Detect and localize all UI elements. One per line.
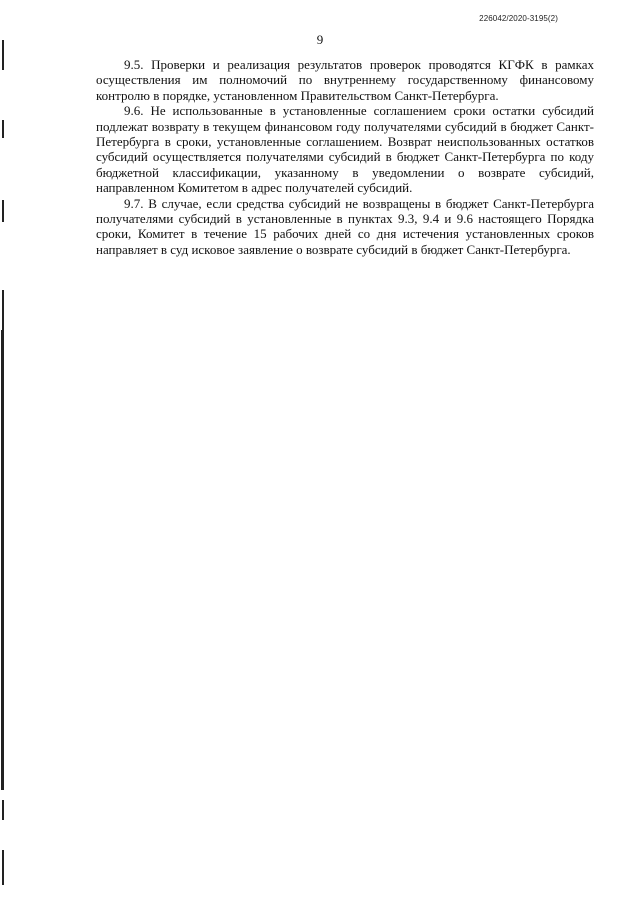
document-id: 226042/2020-3195(2) xyxy=(479,14,558,23)
paragraph-9-6: 9.6. Не использованные в установленные соглашением сроки остатки субсидий подлежат возврату в текущем финансовом году получателями субсидий в бюджет Санкт-Петербурга в сроки, установленные соглашением. Возврат неиспользованных остатков субсидий осуществляется получателями субсидий в бюджет Санкт-Петербурга по коду бюджетной классификации, указанному в уведомлении о возврате субсидий, направленном Комитетом в адрес получателей субсидий. xyxy=(96,103,594,196)
paragraph-9-5: 9.5. Проверки и реализация результатов проверок проводятся КГФК в рамках осуществления им полномочий по внутреннему государственному финансовому контролю в порядке, установленном Правительством Санкт-Петербурга. xyxy=(96,57,594,103)
scan-binding-edge xyxy=(0,0,8,905)
page-number: 9 xyxy=(316,32,324,47)
document-body xyxy=(96,57,594,257)
paragraph-9-7: 9.7. В случае, если средства субсидий не возвращены в бюджет Санкт-Петербурга получателями субсидий в установленные в пунктах 9.3, 9.4 и 9.6 настоящего Порядка сроки, Комитет в течение 15 рабочих дней со дня истечения установленных сроков направляет в суд исковое заявление о возврате субсидий в бюджет Санкт-Петербурга. xyxy=(96,195,594,257)
